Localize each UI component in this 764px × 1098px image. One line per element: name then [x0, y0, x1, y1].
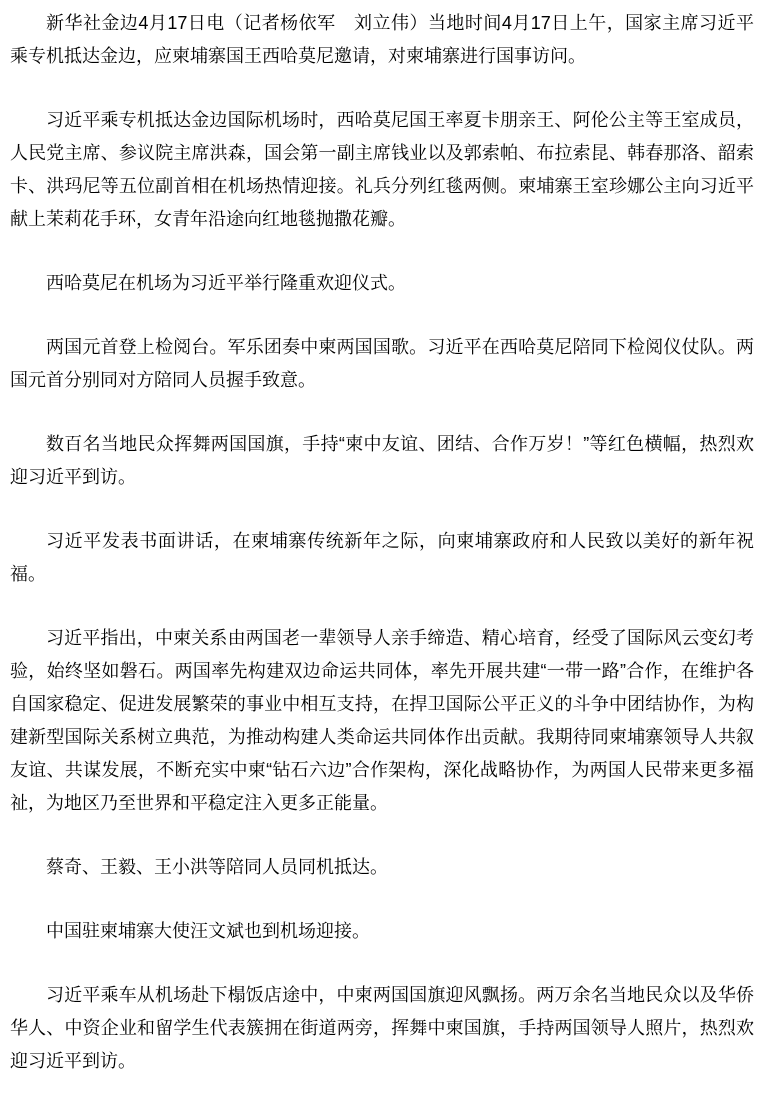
article-paragraph: 习近平指出，中柬关系由两国老一辈领导人亲手缔造、精心培育，经受了国际风云变幻考验，始终坚如磐石。两国率先构建双边命运共同体，率先开展共建“一带一路”合作，在维护各自国家稳定、促进发展繁荣的事业中相互支持，在捍卫国际公平正义的斗争中团结协作，为构建新型国际关系树立典范，为推动构建人类命运共同体作出贡献。我期待同柬埔寨领导人共叙友谊、共谋发展，不断充实中柬“钻石六边”合作架构，深化战略协作，为两国人民带来更多福祉，为地区乃至世界和平稳定注入更多正能量。 [10, 628, 754, 813]
article-paragraph: 数百名当地民众挥舞两国国旗，手持“柬中友谊、团结、合作万岁！”等红色横幅，热烈欢迎习近平到访。 [10, 434, 754, 487]
article-paragraph: 蔡奇、王毅、王小洪等陪同人员同机抵达。 [46, 857, 388, 877]
article-paragraph: 中国驻柬埔寨大使汪文斌也到机场迎接。 [46, 921, 370, 941]
article-paragraph: 习近平乘车从机场赴下榻饭店途中，中柬两国国旗迎风飘扬。两万余名当地民众以及华侨华人、中资企业和留学生代表簇拥在街道两旁，挥舞中柬国旗，手持两国领导人照片，热烈欢迎习近平到访。 [10, 985, 754, 1071]
article-paragraph: 西哈莫尼在机场为习近平举行隆重欢迎仪式。 [46, 273, 406, 293]
article-paragraph: 习近平发表书面讲话，在柬埔寨传统新年之际，向柬埔寨政府和人民致以美好的新年祝福。 [10, 531, 754, 584]
article [10, 7, 754, 1078]
article-paragraph: 新华社金边4月17日电（记者杨依军 刘立伟）当地时间4月17日上午，国家主席习近平乘专机抵达金边，应柬埔寨国王西哈莫尼邀请，对柬埔寨进行国事访问。 [10, 13, 754, 66]
article-paragraph: 两国元首登上检阅台。军乐团奏中柬两国国歌。习近平在西哈莫尼陪同下检阅仪仗队。两国元首分别同对方陪同人员握手致意。 [10, 337, 754, 390]
article-paragraph: 习近平乘专机抵达金边国际机场时，西哈莫尼国王率夏卡朋亲王、阿伦公主等王室成员，人民党主席、参议院主席洪森，国会第一副主席钱业以及郭索帕、布拉索昆、韩春那洛、韶索卡、洪玛尼等五位副首相在机场热情迎接。礼兵分列红毯两侧。柬埔寨王室珍娜公主向习近平献上茉莉花手环，女青年沿途向红地毯抛撒花瓣。 [10, 110, 754, 229]
